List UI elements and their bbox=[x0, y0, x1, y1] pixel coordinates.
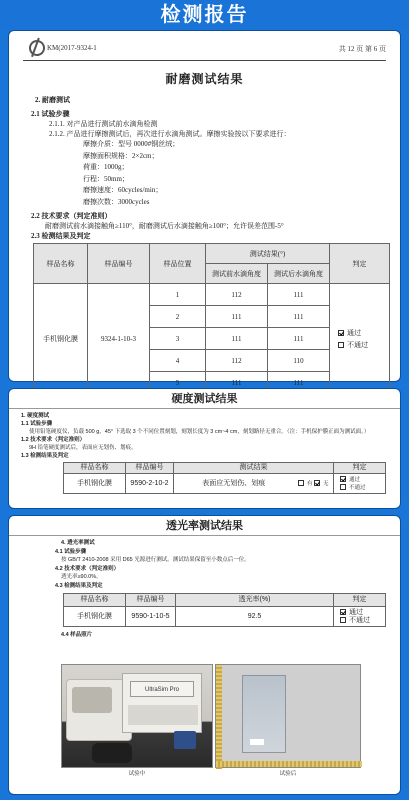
h-col-id: 样品编号 bbox=[126, 463, 174, 474]
t-rate-value: 92.5 bbox=[176, 607, 334, 627]
hardness-panel bbox=[8, 388, 401, 509]
criteria-4-2: 透光率≥90.0%。 bbox=[61, 574, 102, 580]
param-stroke: 行程：50mm； bbox=[83, 174, 129, 183]
param-cycles: 磨擦次数：3000cycles bbox=[83, 197, 150, 206]
transmittance-title: 透光率测试结果 bbox=[9, 516, 400, 536]
position-1: 1 bbox=[150, 284, 206, 306]
after-2: 111 bbox=[268, 306, 330, 328]
after-3: 111 bbox=[268, 328, 330, 350]
before-3: 111 bbox=[206, 328, 268, 350]
t-col-judge: 判定 bbox=[334, 594, 386, 607]
t-sample-name: 手机钢化膜 bbox=[64, 607, 126, 627]
section-1-2: 1.2 技术要求（判定准则） bbox=[21, 437, 86, 443]
section-4-2: 4.2 技术要求（判定准则） bbox=[55, 565, 120, 572]
criteria-2-2: 耐磨测试前水滴接触角≥110°，耐磨测试后水滴接触角≥100°；允许误差范围-5° bbox=[45, 222, 284, 230]
col-after: 测试后水滴角度 bbox=[268, 264, 330, 284]
caption-after: 试验后 bbox=[279, 771, 297, 777]
pass-label: 通过 bbox=[347, 328, 361, 337]
t-col-rate: 透光率(%) bbox=[176, 594, 334, 607]
machine-label: UltraSim Pro bbox=[130, 681, 194, 697]
section-2-2: 2.2 技术要求（判定准则） bbox=[31, 212, 112, 220]
before-1: 112 bbox=[206, 284, 268, 306]
judgement-cell bbox=[330, 284, 390, 394]
h-judgement-cell: 通过 不通过 bbox=[334, 474, 386, 494]
photo-during-test bbox=[61, 664, 213, 768]
yes-checkbox bbox=[298, 480, 304, 486]
caption-during: 试验中 bbox=[128, 771, 146, 777]
abrasion-result-table bbox=[33, 243, 390, 394]
h-result-options: 有 无 bbox=[294, 474, 334, 494]
param-medium: 摩擦介质：型号 0000#钢丝绒； bbox=[83, 140, 180, 148]
param-load: 荷重：1000g； bbox=[83, 163, 129, 171]
transmittance-panel bbox=[8, 515, 401, 795]
position-5: 5 bbox=[150, 372, 206, 394]
h-pass-checkbox bbox=[340, 476, 346, 482]
after-5: 111 bbox=[268, 372, 330, 394]
banner-title: 检测报告 bbox=[160, 4, 249, 26]
fail-label: 不通过 bbox=[347, 340, 368, 349]
position-2: 2 bbox=[150, 306, 206, 328]
section-2-3: 2.3 检测结果及判定 bbox=[31, 232, 91, 240]
h-col-judge: 判定 bbox=[334, 463, 386, 474]
before-2: 111 bbox=[206, 306, 268, 328]
h-col-result: 测试结果 bbox=[174, 463, 334, 474]
before-5: 111 bbox=[206, 372, 268, 394]
position-3: 3 bbox=[150, 328, 206, 350]
section-1-1: 1.1 试验步骤 bbox=[21, 421, 53, 427]
h-result-text: 表面应无划伤、划痕 bbox=[174, 474, 294, 494]
h-sample-id: 9590-2-10-2 bbox=[126, 474, 174, 494]
steps-1-1: 使用铅笔硬度仪，负载 500 g，45° 下选取 3 个不同位置刻划，刻划长度为 3 cm~4 cm，刻划路径无重合。（注：手机保护膜正面为测试面。） bbox=[29, 429, 370, 435]
t-judgement-cell: 通过 不通过 bbox=[334, 607, 386, 627]
criteria-1-2: 9H 铅笔硬度测试后，表面应无划伤、划痕。 bbox=[29, 445, 137, 451]
before-4: 112 bbox=[206, 350, 268, 372]
col-position: 样品位置 bbox=[150, 244, 206, 284]
sample-name: 手机钢化膜 bbox=[34, 284, 88, 394]
t-pass-checkbox bbox=[340, 609, 346, 615]
section-2: 2. 耐磨测试 bbox=[35, 96, 70, 104]
t-sample-id: 9590-1-10-5 bbox=[126, 607, 176, 627]
no-checkbox bbox=[314, 480, 320, 486]
col-judgement: 判定 bbox=[330, 244, 390, 284]
col-sample-name: 样品名称 bbox=[34, 244, 88, 284]
report-number: KM(2017-9324-1 bbox=[47, 44, 97, 52]
page-info: 共 12 页 第 6 页 bbox=[338, 45, 386, 53]
report-header bbox=[23, 39, 386, 61]
section-2-1: 2.1 试验步骤 bbox=[31, 110, 70, 118]
step-2-1-1: 2.1.1. 对产品进行测试前水滴角检测 bbox=[49, 120, 158, 128]
abrasion-panel bbox=[8, 30, 401, 387]
after-1: 111 bbox=[268, 284, 330, 306]
section-1: 1. 硬度测试 bbox=[21, 413, 50, 419]
param-area: 摩擦面积规格：2×2cm； bbox=[83, 151, 159, 160]
h-col-name: 样品名称 bbox=[64, 463, 126, 474]
abrasion-title: 耐磨测试结果 bbox=[165, 72, 244, 86]
col-before: 测试前水滴角度 bbox=[206, 264, 268, 284]
param-speed: 磨擦速度：60cycles/min； bbox=[83, 186, 163, 194]
after-4: 110 bbox=[268, 350, 330, 372]
position-4: 4 bbox=[150, 350, 206, 372]
hardness-title: 硬度测试结果 bbox=[9, 389, 400, 409]
photo-after-test bbox=[215, 664, 361, 768]
transmittance-result-table bbox=[63, 593, 386, 627]
steps-4-1: 按 GB/T 2410-2008 采用 D65 光源进行测试。测试结果保留至小数点后一位。 bbox=[61, 557, 250, 563]
sample-id: 9324-1-10-3 bbox=[88, 284, 150, 394]
section-4-4: 4.4 样品照片 bbox=[61, 632, 93, 638]
h-fail-checkbox bbox=[340, 484, 346, 490]
t-col-name: 样品名称 bbox=[64, 594, 126, 607]
h-sample-name: 手机钢化膜 bbox=[64, 474, 126, 494]
section-1-3: 1.3 检测结果及判定 bbox=[21, 453, 69, 459]
hardness-result-table bbox=[63, 462, 386, 494]
section-4-3: 4.3 检测结果及判定 bbox=[55, 582, 103, 589]
t-fail-checkbox bbox=[340, 617, 346, 623]
pass-checkbox bbox=[338, 330, 344, 336]
section-4-1: 4.1 试验步骤 bbox=[55, 548, 87, 555]
t-col-id: 样品编号 bbox=[126, 594, 176, 607]
fail-checkbox bbox=[338, 342, 344, 348]
banner bbox=[0, 0, 409, 30]
col-test-result: 测试结果(°) bbox=[206, 244, 330, 264]
col-sample-id: 样品编号 bbox=[88, 244, 150, 284]
step-2-1-2: 2.1.2. 产品进行摩擦测试后，再次进行水滴角测试。摩擦实验按以下要求进行： bbox=[49, 130, 291, 138]
section-4: 4. 透光率测试 bbox=[61, 540, 95, 546]
